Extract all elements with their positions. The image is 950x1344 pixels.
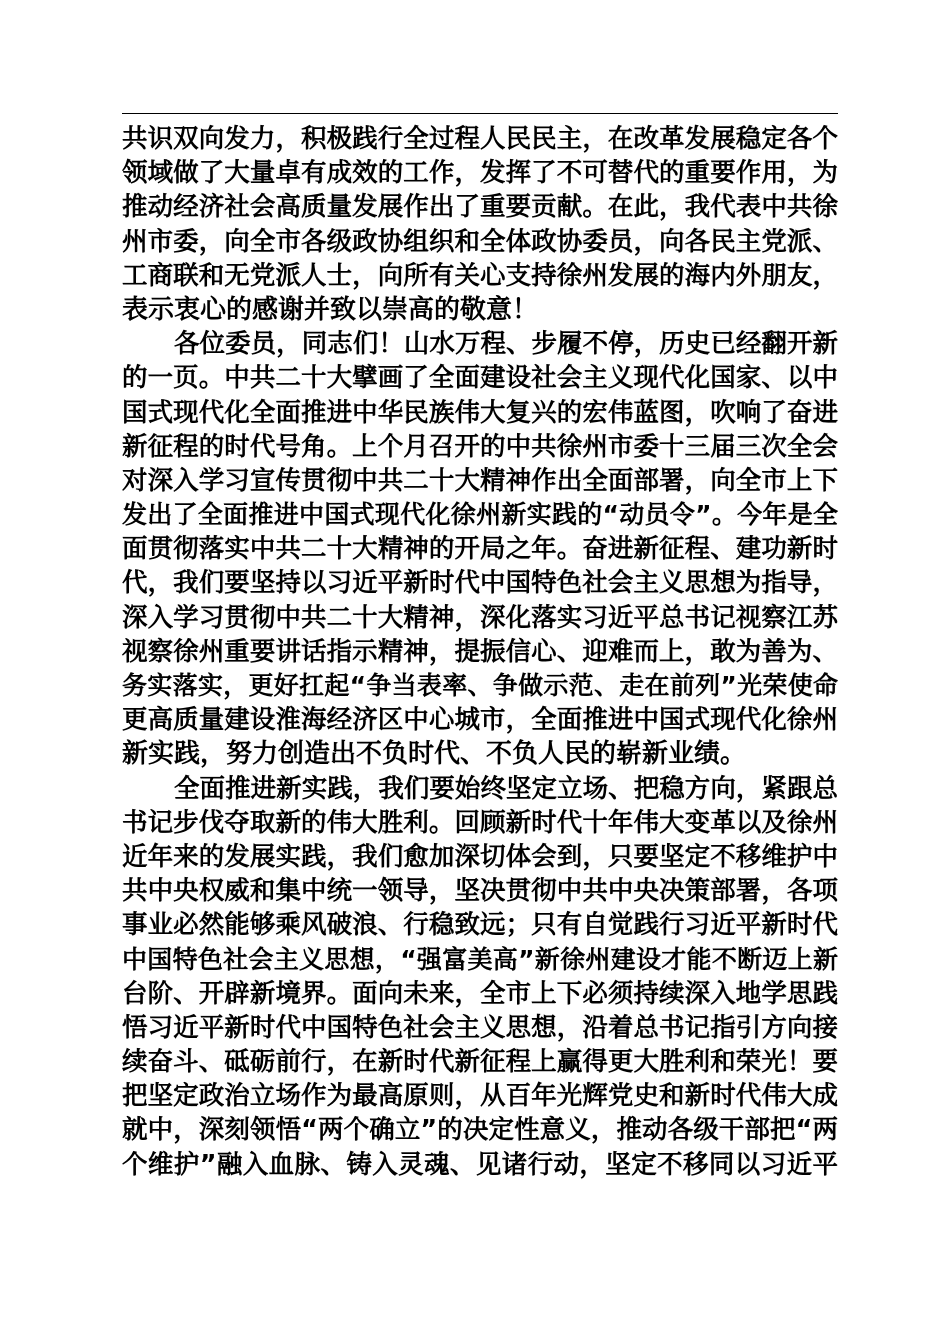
text-line: 更高质量建设淮海经济区中心城市，全面推进中国式现代化徐州 (122, 705, 838, 736)
text-line: 中国特色社会主义思想，“强富美高”新徐州建设才能不断迈上新 (122, 944, 838, 974)
text-line: 州市委，向全市各级政协组织和全体政协委员，向各民主党派、 (122, 226, 838, 257)
text-line: 共中央权威和集中统一领导，坚决贯彻中共中央决策部署，各项 (122, 876, 838, 907)
text-line: 各位委员，同志们！山水万程、步履不停，历史已经翻开新 (174, 329, 838, 360)
header-rule (122, 113, 838, 114)
text-line: 表示衷心的感谢并致以崇高的敬意！ (122, 294, 539, 325)
text-line: 工商联和无党派人士，向所有关心支持徐州发展的海内外朋友， (122, 260, 838, 291)
text-line: 面贯彻落实中共二十大精神的开局之年。奋进新征程、建功新时 (122, 534, 838, 565)
text-line: 对深入学习宣传贯彻中共二十大精神作出全面部署，向全市上下 (122, 465, 838, 496)
text-line: 推动经济社会高质量发展作出了重要贡献。在此，我代表中共徐 (122, 192, 838, 223)
text-line: 发出了全面推进中国式现代化徐州新实践的“动员令”。今年是全 (122, 500, 838, 530)
text-line: 把坚定政治立场作为最高原则，从百年光辉党史和新时代伟大成 (122, 1081, 838, 1112)
text-line: 续奋斗、砥砺前行，在新时代新征程上赢得更大胜利和荣光！要 (122, 1047, 838, 1078)
text-line: 共识双向发力，积极践行全过程人民民主，在改革发展稳定各个 (122, 124, 838, 154)
text-line: 台阶、开辟新境界。面向未来，全市上下必须持续深入地学思践 (122, 978, 838, 1009)
text-line: 新实践，努力创造出不负时代、不负人民的崭新业绩。 (122, 739, 747, 770)
text-line: 书记步伐夺取新的伟大胜利。回顾新时代十年伟大变革以及徐州 (122, 807, 838, 838)
text-line: 事业必然能够乘风破浪、行稳致远；只有自觉践行习近平新时代 (122, 910, 838, 941)
text-line: 全面推进新实践，我们要始终坚定立场、把稳方向，紧跟总 (174, 773, 838, 804)
text-line: 深入学习贯彻中共二十大精神，深化落实习近平总书记视察江苏 (122, 602, 838, 633)
text-line: 就中，深刻领悟“两个确立”的决定性意义，推动各级干部把“两 (122, 1115, 838, 1146)
text-line: 国式现代化全面推进中华民族伟大复兴的宏伟蓝图，吹响了奋进 (122, 397, 838, 428)
text-line: 个维护”融入血脉、铸入灵魂、见诸行动，坚定不移同以习近平 (122, 1149, 838, 1180)
text-line: 代，我们要坚持以习近平新时代中国特色社会主义思想为指导， (122, 568, 838, 599)
text-line: 领域做了大量卓有成效的工作，发挥了不可替代的重要作用，为 (122, 158, 838, 189)
document-body (122, 122, 838, 1182)
text-line: 务实落实，更好扛起“争当表率、争做示范、走在前列”光荣使命 (122, 671, 838, 700)
text-line: 近年来的发展实践，我们愈加深切体会到，只要坚定不移维护中 (122, 841, 838, 872)
text-line: 新征程的时代号角。上个月召开的中共徐州市委十三届三次全会 (122, 431, 838, 462)
text-line: 视察徐州重要讲话指示精神，提振信心、迎难而上，敢为善为、 (122, 636, 838, 667)
text-line: 的一页。中共二十大擘画了全面建设社会主义现代化国家、以中 (122, 363, 838, 394)
text-line: 悟习近平新时代中国特色社会主义思想，沿着总书记指引方向接 (122, 1012, 838, 1043)
